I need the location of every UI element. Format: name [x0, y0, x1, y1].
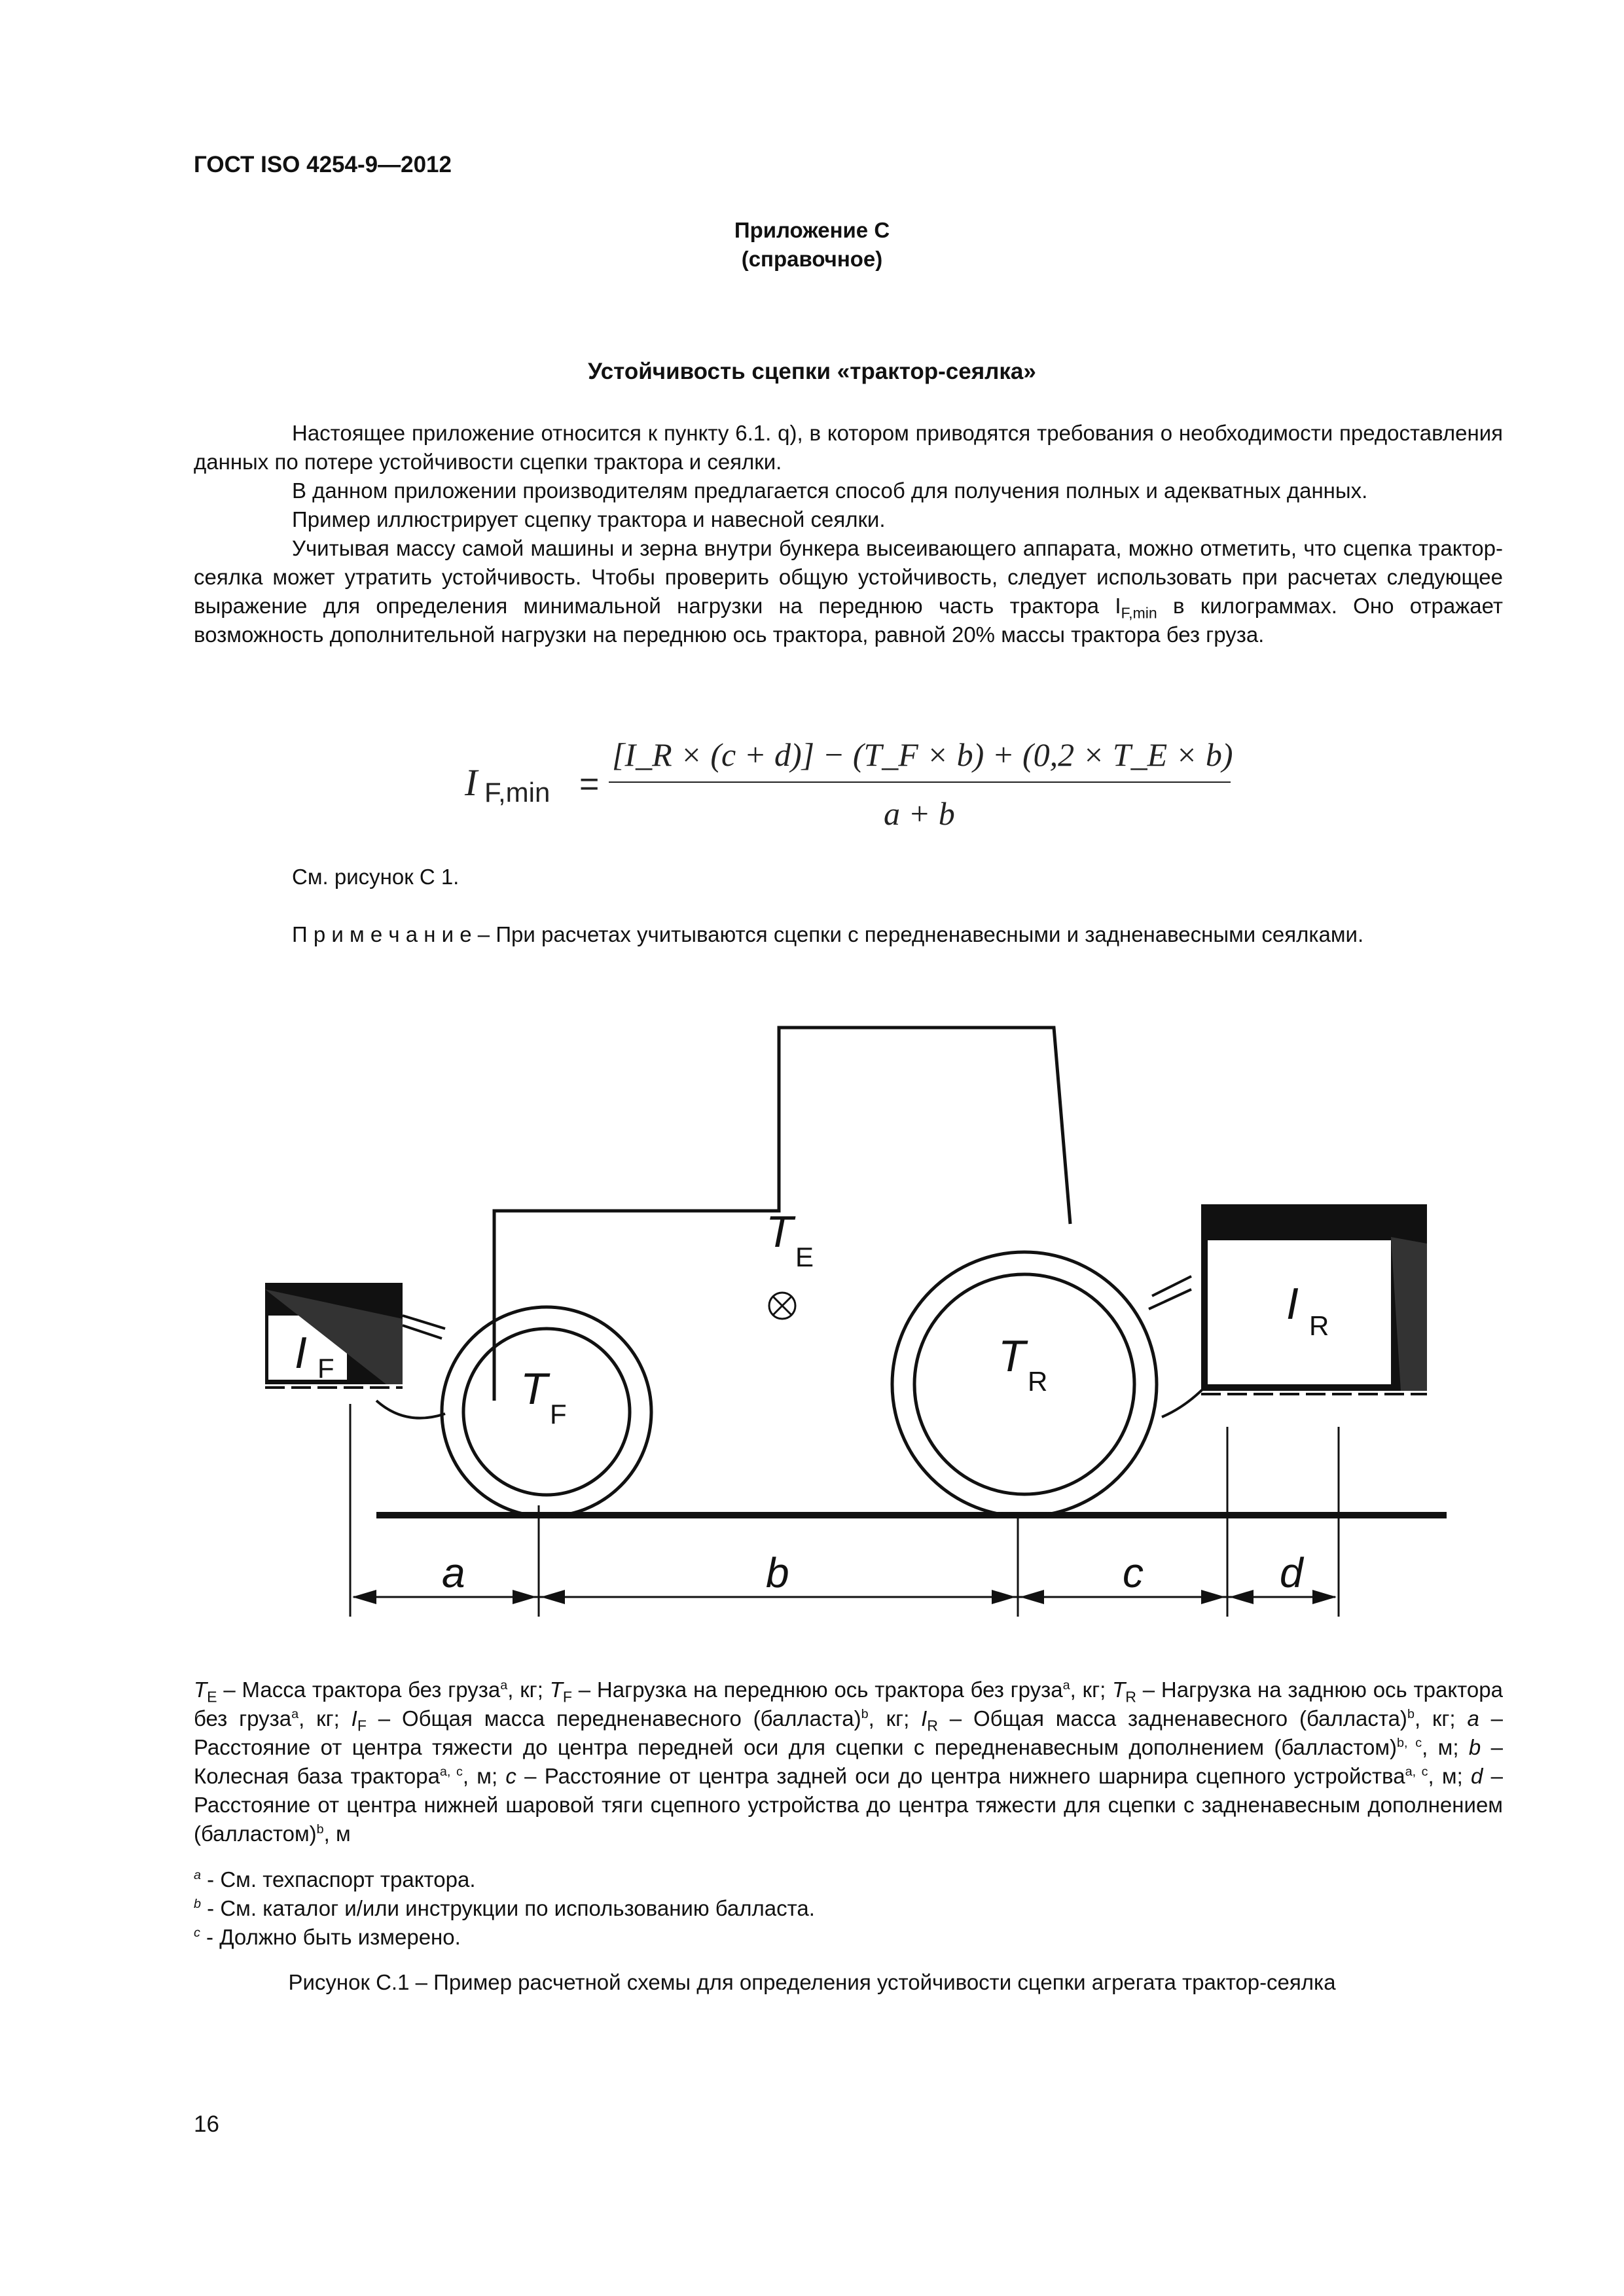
paragraph-4-start: Учитывая массу самой машины и зерна внутри бункера высеивающего аппарата, можно отметить, что сцепка трактор-сеялка может утратить устойчивость. Чтобы проверить общую устойчивость, следует использовать при расчетах следующее выражение для определения минимальной нагрузки на переднюю часть трактора — [194, 536, 1503, 618]
footnote-c-text: - Должно быть измерено. — [200, 1925, 461, 1949]
legend-TR-text: – Нагрузка на заднюю ось трактора без груза — [194, 1677, 1503, 1731]
rear-wheel-outer — [892, 1252, 1157, 1516]
legend-unit: , м; — [1428, 1764, 1471, 1788]
legend-IF-sub: F — [357, 1717, 367, 1734]
label-IF: I — [295, 1328, 307, 1378]
footnote-a-mark: a — [194, 1868, 202, 1882]
annex-heading — [0, 216, 1624, 274]
note-paragraph — [194, 920, 1503, 949]
note-label: П р и м е ч а н и е — [292, 922, 472, 946]
legend-d-text: – Расстояние от центра нижней шаровой тяги сцепного устройства до центра тяжести для сцепки с задненавесным дополнением (балластом) — [194, 1764, 1503, 1846]
legend-IF-symbol: I — [351, 1706, 357, 1731]
page-number: 16 — [194, 2111, 219, 2137]
legend-unit: , м; — [1422, 1735, 1469, 1759]
paragraph-4-end: в килограммах. Оно отражает возможность дополнительной нагрузки на переднюю ось трактора, равной 20% массы трактора без груза. — [194, 594, 1503, 647]
legend-fn: b — [861, 1707, 869, 1721]
label-TE: T — [766, 1207, 793, 1257]
legend-TF-symbol: T — [549, 1677, 563, 1702]
formula-numerator: [I_R × (c + d)] − (T_F × b) + (0,2 × T_E × b) — [612, 736, 1233, 773]
legend-unit: , кг; — [1414, 1706, 1468, 1731]
annex-label: Приложение С — [734, 218, 890, 242]
footnote-a — [194, 1865, 815, 1894]
paragraph-2: В данном приложении производителям предлагается способ для получения полных и адекватных данных. — [292, 478, 1368, 503]
label-TR-sub: R — [1028, 1366, 1048, 1397]
formula — [458, 720, 1244, 838]
rear-wheel-inner — [914, 1274, 1134, 1494]
legend-TE-sub: E — [207, 1688, 217, 1706]
formula-svg — [458, 720, 1244, 838]
footnote-c — [194, 1923, 815, 1952]
footnote-b-text: - См. каталог и/или инструкции по использованию балласта. — [201, 1896, 815, 1920]
legend-IF-text: – Общая масса передненавесного (балласта) — [366, 1706, 861, 1731]
legend-TF-sub: F — [562, 1688, 572, 1706]
legend-b-text: – Колесная база трактора — [194, 1735, 1503, 1788]
legend-c-symbol: c — [505, 1764, 516, 1788]
legend-b-symbol: b — [1468, 1735, 1481, 1759]
see-figure-text: См. рисунок С 1. — [292, 865, 460, 889]
formula-lhs: I — [465, 761, 478, 804]
legend-IR-text: – Общая масса задненавесного (балласта) — [937, 1706, 1407, 1731]
legend-TR-sub: R — [1125, 1688, 1136, 1706]
legend-fn: a, c — [439, 1765, 463, 1779]
formula-lhs-sub: F,min — [484, 777, 550, 808]
paragraph-4-subscript: F,min — [1121, 604, 1157, 622]
paragraph-4 — [194, 534, 1503, 649]
formula-equals: = — [579, 765, 600, 803]
label-TF: T — [520, 1364, 548, 1414]
legend-unit: , м — [323, 1821, 351, 1846]
tractor-figure — [249, 1008, 1466, 1649]
figure-legend — [194, 1676, 1503, 1848]
label-IR: I — [1286, 1279, 1299, 1329]
footnote-a-text: - См. техпаспорт трактора. — [201, 1867, 476, 1892]
note-block — [194, 920, 1503, 949]
dim-d-label: d — [1280, 1549, 1303, 1596]
legend-a-text: – Расстояние от центра тяжести до центра передней оси для сцепки с передненавесным дополнением (балластом) — [194, 1706, 1503, 1759]
footnote-c-mark: c — [194, 1926, 200, 1940]
paragraph-4-symbol: I — [1115, 594, 1121, 618]
label-TE-sub: E — [795, 1242, 814, 1272]
body-text — [194, 419, 1503, 649]
legend-unit: , м; — [462, 1764, 506, 1788]
legend-fn: a — [500, 1678, 508, 1693]
annex-title: Устойчивость сцепки «трактор-сеялка» — [588, 359, 1036, 384]
formula-denominator: a + b — [884, 795, 955, 832]
legend-fn: a, c — [1405, 1765, 1428, 1779]
label-IF-sub: F — [317, 1353, 334, 1384]
legend-IR-symbol: I — [921, 1706, 928, 1731]
dim-b-label: b — [766, 1549, 789, 1596]
legend-fn: b — [1407, 1707, 1415, 1721]
dim-c-label: c — [1123, 1549, 1144, 1596]
legend-unit: , кг; — [507, 1677, 550, 1702]
legend-unit: , кг; — [1070, 1677, 1113, 1702]
paragraph-3: Пример иллюстрирует сцепку трактора и навесной сеялки. — [292, 507, 886, 531]
legend-d-symbol: d — [1471, 1764, 1483, 1788]
tractor-diagram — [249, 1008, 1466, 1649]
label-TF-sub: F — [550, 1399, 567, 1429]
legend-IR-sub: R — [927, 1717, 938, 1734]
legend-TF-text: – Нагрузка на переднюю ось трактора без груза — [571, 1677, 1063, 1702]
footnotes — [194, 1865, 815, 1952]
legend-unit: , кг; — [868, 1706, 922, 1731]
annex-type: (справочное) — [741, 247, 883, 271]
document-header: ГОСТ ISO 4254-9—2012 — [194, 152, 452, 177]
footnote-b — [194, 1894, 815, 1923]
note-text: – При расчетах учитываются сцепки с передненавесными и задненавесными сеялками. — [471, 922, 1364, 946]
legend-c-text: – Расстояние от центра задней оси до центра нижнего шарнира сцепного устройства — [516, 1764, 1405, 1788]
figure-caption: Рисунок С.1 – Пример расчетной схемы для определения устойчивости сцепки агрегата трактор-сеялка — [288, 1970, 1336, 1994]
footnote-b-mark: b — [194, 1897, 202, 1911]
see-figure-line — [194, 863, 1503, 891]
legend-unit: , кг; — [298, 1706, 352, 1731]
legend-TR-symbol: T — [1112, 1677, 1126, 1702]
legend-fn: b, c — [1397, 1736, 1422, 1750]
legend-fn: a — [1062, 1678, 1070, 1693]
dim-a-label: a — [442, 1549, 465, 1596]
legend-TE-text: – Масса трактора без груза — [217, 1677, 501, 1702]
rear-ballast — [1201, 1204, 1427, 1394]
legend-fn: a — [291, 1707, 299, 1721]
legend-fn: b — [316, 1822, 324, 1837]
label-TR: T — [998, 1331, 1026, 1381]
legend-TE-symbol: T — [194, 1677, 208, 1702]
label-IR-sub: R — [1309, 1310, 1329, 1341]
legend-a-symbol: a — [1467, 1706, 1479, 1731]
paragraph-1: Настоящее приложение относится к пункту 6.1. q), в котором приводятся требования о необходимости предоставления данных по потере устойчивости сцепки трактора и сеялки. — [194, 421, 1503, 474]
